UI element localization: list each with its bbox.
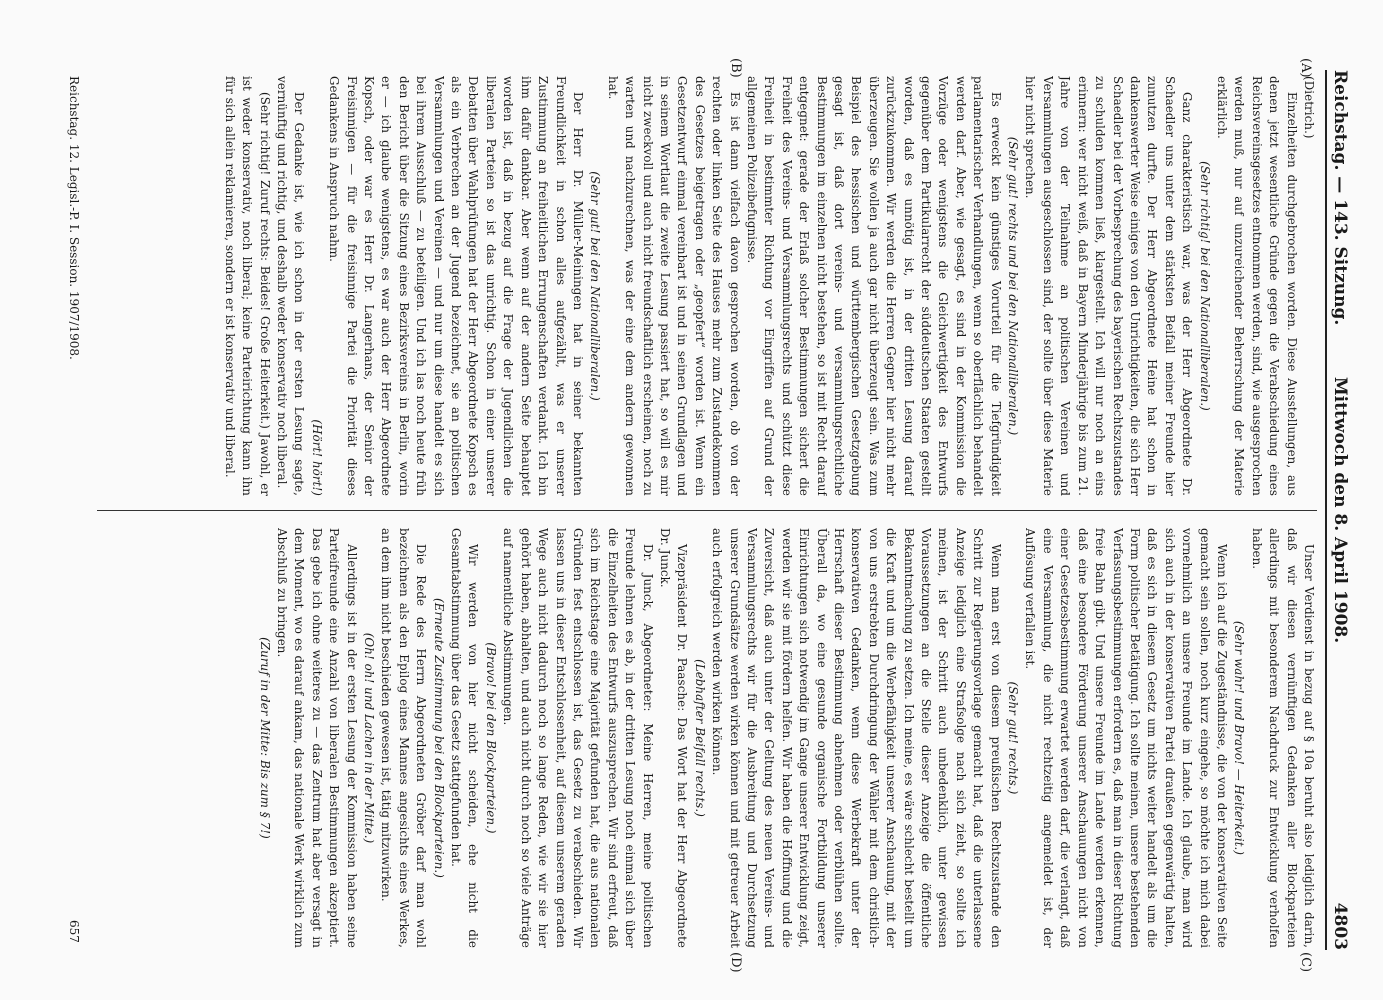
paragraph: Es erweckt kein günstiges Vorurteil für die Tiefgründigkeit parlamentarischer Verhandlungen, wenn so oberflächlich behandelt werden darf. Aber, wie gesagt, es sind in der Kommission die Vorzüge oder wenigstens die Gleichwertigkeit des Entwurfs gegenüber dem Partikularrecht der süddeutschen Staaten gestellt worden, daß es unnötig ist, in der dritten Lesung darauf zurückzukommen. Wir werden die Herren Gegner hier nicht mehr überzeugen. Sie wollen ja auch gar nicht überzeugt sein. Was zum Beispiel des hessischen und württembergischen Gesetzgebung gesagt ist, daß dort vereins- und versammlungsrechtliche Bestimmungen im einzelnen nicht bestehen, so ist mit Recht darauf entgegnet: gerade der Erlaß solcher Bestimmungen sichert die Freiheit des Vereins- und Versammlungsrechts und schützt diese Freiheit in bestimmter Richtung vor Eingriffen auf Grund der allgemeinen Polizeibefugnisse.: [745, 76, 1003, 496]
header-date: Mittwoch den 8. April 1908.: [1330, 376, 1350, 644]
margin-letter-c: (C): [1298, 952, 1313, 973]
margin-letter-a: (A): [1298, 58, 1313, 78]
left-column: [97, 76, 1317, 496]
header-left: Reichstag. — 143. Sitzung.: [1330, 70, 1350, 326]
stage-direction: (Oh! oh! und Lachen in der Mitte.): [362, 632, 377, 844]
stage-direction: (Sehr wahr! und Bravo! — Heiterkeit.): [1232, 620, 1247, 856]
paragraph: Ganz charakteristisch war, was der Herr Abgeordnete Dr. Schaedler uns unter dem stärksten Beifall meiner Freunde hier zunutzen durfte. Der Herr Abgeordnete Heine hat schon in dankenswerter Weise einiges von den Unrichtigkeiten, die sich Herr Schaedler bei der Vorbesprechung des bayerischen Rechtszustandes zu schulden kommen ließ, klargestellt. Ich will nur noch an eins erinnern: wer nicht weiß, daß in Bayern Minderjährige bis zum 21. Jahre von der Teilnahme an politischen Vereinen und Versammlungen ausgeschlossen sind, der sollte über diese Materie hier nicht sprechen.: [1023, 76, 1195, 496]
stage-direction: (Erneute Zustimmung bei den Blockparteien.): [431, 598, 446, 878]
paragraph: Wir werden von hier nicht scheiden, ehe nicht die Gesamtabstimmung über das Gesetz stattgefunden hat.: [449, 528, 481, 948]
stage-direction: (Sehr richtig! bei den Nationalliberalen.): [1197, 161, 1212, 411]
column-divider: [97, 510, 1317, 511]
paragraph: Vizepräsident Dr. Paasche: Das Wort hat der Herr Abgeordnete Dr. Junck.: [657, 528, 690, 948]
paragraph: Wenn ich auf die Zugeständnisse, die von der konservativen Seite gemacht sein sollen, noch kurz eingehe, so möchte ich mich dabei vornehmlich an unsere Freunde im Lande. Ich glaube, man wird sich auch in der konservativen Partei draußen gegenwärtig halten, daß es sich in diesem Gesetz um nichts weiter handelt als um die Form politischer Betätigung. Ich sollte meinen, unsere bestehenden Verfassungsbestimmungen erfordern es, daß man in dieser Richtung freie Bahn gibt. Und unsere Freunde im Lande werden erkennen, daß eine besondere Förderung unserer Anschauungen nicht von einer Gesetzesbestimmung erwartet werden darf, die verlangt, daß eine Versammlung, die nicht rechtzeitig angemeldet ist, der Auflösung verfallen ist.: [1023, 528, 1229, 948]
stage-direction: (Sehr gut! bei den Nationalliberalen.): [588, 171, 603, 401]
page-number: 4803: [1330, 902, 1350, 950]
margin-letter-d: (D): [728, 952, 743, 973]
paragraph: (Sehr richtig! Zuruf rechts: Beides! Große Heiterkeit.) Jawohl, er ist weder konservativ, noch liberal; keine Parteirichtung kann ihn für sich allein reklamieren, sondern er ist konservativ und liberal.: [222, 76, 272, 496]
stage-direction: (Zuruf in der Mitte: Bis zum § 7!): [257, 637, 272, 839]
paragraph: (Dietrich.): [1302, 76, 1316, 139]
paragraph: Unser Verdienst in bezug auf § 10a beruht also lediglich darin, daß wir diesen vernünftigen Gedanken aller Blockparteien allerdings mit besonderem Nachdruck zur Entwicklung verholfen haben.: [1249, 528, 1316, 948]
footer-page-number: 657: [67, 920, 81, 943]
paragraph: Der Herr Dr. Müller-Meiningen hat in seiner bekannten Freundlichkeit in schon alles aufgezählt, was er unserer Zustimmung an freiheitlichen Errungenschaften verdankt. Ich bin ihm dafür dankbar. Aber wenn auf der andern Seite behauptet worden ist, daß in bezug auf die Frage der Jugendlichen die liberalen Parteien so ist das unrichtig. Schon in einer unserer Debatten über Wahlprüfungen hat der Herr Abgeordnete Kopsch es als ein Verbrechen an der Jugend bezeichnet, sie an politischen Versammlungen und Vereinen — und nur um diese handelt es sich bei ihrem Ausschluß — zu beteiligen. Und ich las noch heute früh den Bericht über die Sitzung eines Bezirksvereins in Berlin, worin er — ich glaube wenigstens, es war auch der Herr Abgeordnete Kopsch, oder war es Herr Dr. Langerhans, der Senior der Freisinnigen — für die freisinnige Partei die Priorität dieses Gedankens in Anspruch nahm.: [327, 76, 585, 496]
paragraph: Der Gedanke ist, wie ich schon in der ersten Lesung sagte, vernünftig und richtig, und deshalb weder konservativ noch liberal.: [275, 76, 307, 496]
stage-direction: (Sehr gut! rechts.): [1006, 681, 1021, 795]
paragraph: Die Rede des Herrn Abgeordneten Gröber darf man wohl bezeichnen als den Epilog eines Mannes angesichts eines Werkes, an dem ihm nicht beschieden gewesen ist, tätig mitzuwirken.: [379, 528, 429, 948]
paragraph: Allerdings ist in der ersten Lesung der Kommission haben seine Parteifreunde eine Anzahl von liberalen Bestimmungen akzeptiert. Das gebe ich ohne weiteres zu — das Zentrum hat aber versagt in dem Moment, wo es darauf ankam, das nationale Werk wirklich zum Abschluß zu bringen.: [275, 528, 359, 948]
stage-direction: (Bravo! bei den Blockparteien.): [483, 642, 498, 834]
page-header: [1325, 70, 1353, 950]
margin-letter-b: (B): [728, 58, 743, 78]
right-column: [97, 528, 1317, 948]
paragraph: Wenn man erst von diesem preußischen Rechtszustande den Schritt zur Regierungsvorlage gemacht hat, daß die unterlassene Anzeige lediglich eine Strafsolge nach sich zieht, so sollte ich meinen, ist der Schritt auch unbedenklich, unter gewissen Voraussetzungen an die Stelle dieser Anzeige die öffentliche Bekanntmachung zu setzen. Ich meine, es wäre schlecht bestellt um die Kraft und um die Werbefähigkeit unserer Anschauung, mit der von uns erstrebten Durchdringung der Wähler mit dem christlich-konservativen Gedanken, wenn diese Werbekraft unter der Herrschaft dieser Bestimmung abnehmen oder verblühen sollte. Überall da, wo eine gesunde organische Fortbildung unserer Einrichtungen sich notwendig im Gange unserer Entwicklung zeigt, werden wir sie mit fördern helfen. Wir haben die Hoffnung und die Zuversicht, daß auch unter der Geltung des neuen Vereins- und Versammlungsrechts wir für die Ausbreitung und Durchsetzung unserer Grundsätze werden wirken können und mit getreuer Arbeit auch erfolgreich werden wirken können.: [710, 528, 1003, 948]
stage-direction: (Hört! hört!): [309, 419, 324, 496]
paragraph: Es ist dann vielfach davon gesprochen worden, ob von der rechten oder linken Seite des Hauses mehr zum Zustandekommen des Gesetzes beigetragen oder „geopfert“ worden ist. Wenn ein Gesetzentwurf einmal vereinbart ist und in seinen Grundlagen und in seinem Wortlaut die zweite Lesung passiert hat, so will es mir nicht zweckvoll und auch nicht freundschaftlich erscheinen, noch zu warten und nachzurechnen, was der eine dem andern gewonnen hat.: [605, 76, 742, 496]
stage-direction: (Lebhafter Beifall rechts.): [692, 659, 707, 817]
paragraph: Dr. Junck, Abgeordneter: Meine Herren, meine politischen Freunde lehnen es ab, in der dritten Lesung noch einmal sich über die Einzelheiten des Entwurfs auszusprechen. Wir sind erfreut, daß sich im Reichstage eine Majorität gefunden hat, die aus nationalen Gründen fest entschlossen ist, das Gesetz zu verabschieden. Wir lassen uns in dieser Entschlossenheit, auf diesem unserem geraden Wege auch nicht dadurch noch so lange Reden, wie wir sie hier gehört haben, abhalten, und auch nicht durch noch so viele Anträge auf namentliche Abstimmungen.: [501, 528, 655, 948]
footer-session: Reichstag. 12. Legisl.-P. I. Session. 1907/1908.: [67, 76, 81, 360]
stage-direction: (Sehr gut! rechts und bei den Nationalliberalen.): [1006, 136, 1021, 436]
paragraph: Einzelheiten durchgebrochen worden. Diese Ausstellungen, aus denen jetzt wesentliche Gründe gegen die Verabschiedung eines Reichsvereinsgesetzes entnommen werden, sind, wie ausgesprochen werden muß, nur auf unzureichender Beherrschung der Materie erklärlich.: [1214, 76, 1299, 496]
